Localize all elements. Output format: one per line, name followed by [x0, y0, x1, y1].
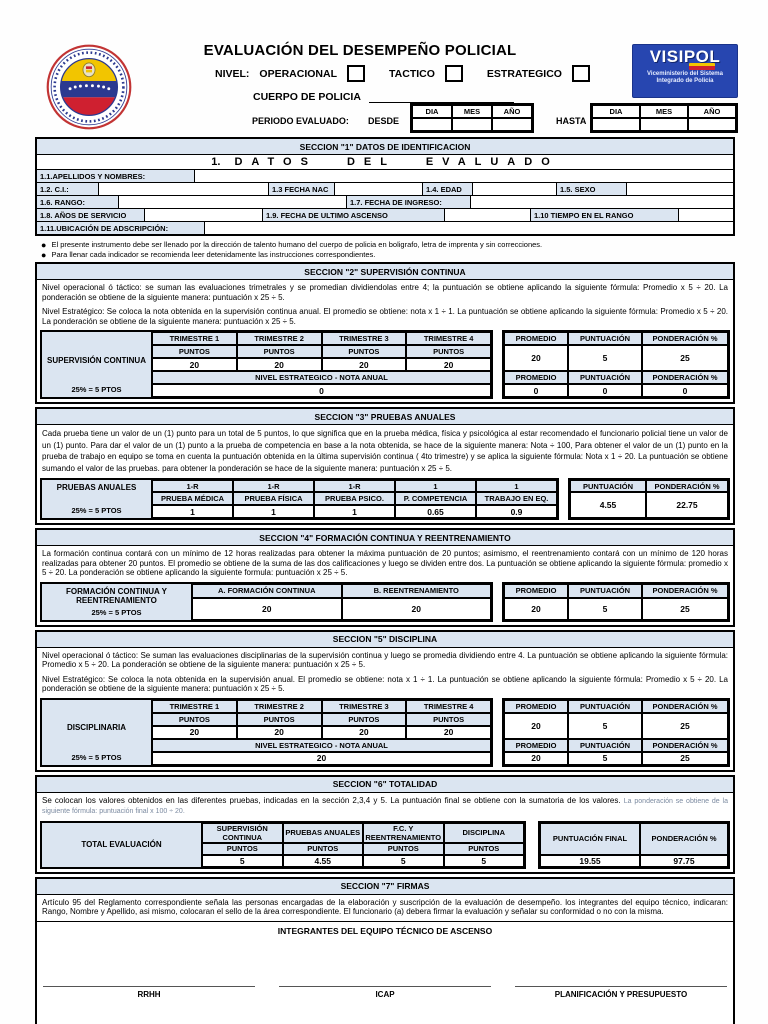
section-4-formacion	[35, 528, 735, 627]
desde-dia-input[interactable]	[412, 118, 452, 131]
form-body	[35, 137, 735, 1024]
result-value: 25	[642, 752, 728, 765]
bullet-icon: ●	[41, 250, 47, 260]
desde-ano-header: AÑO	[492, 105, 532, 118]
prueba-weight-header: 1	[476, 480, 557, 492]
total-value: 5	[363, 855, 444, 867]
formacion-value: 20	[342, 598, 492, 620]
result-header: PUNTUACIÓN	[568, 584, 642, 598]
prueba-value: 1	[314, 505, 395, 518]
result-value: 0	[504, 384, 568, 397]
formacion-label-text: FORMACIÓN CONTINUA Y REENTRENAMIENTO	[66, 586, 167, 605]
trimestre-value: 20	[152, 726, 237, 739]
cuerpo-policia-label: CUERPO DE POLICIA	[253, 91, 361, 103]
prueba-weight-header: 1-R	[233, 480, 314, 492]
field-sexo-input[interactable]	[627, 183, 733, 195]
formacion-table	[40, 582, 730, 622]
visipol-logo	[632, 44, 738, 98]
desde-label: DESDE	[368, 116, 400, 126]
puntos-subheader: PUNTOS	[406, 345, 491, 358]
supervision-results-table	[502, 330, 730, 399]
section-5-header: SECCION "5" DISCIPLINA	[37, 632, 733, 648]
section-2-supervision	[35, 262, 735, 404]
visipol-wordmark: VISIPOL	[649, 47, 721, 66]
nivel-checkbox-operacional[interactable]	[347, 65, 365, 82]
total-row-label	[42, 823, 202, 867]
equipo-tecnico-title: INTEGRANTES DEL EQUIPO TÉCNICO DE ASCENSO	[277, 925, 493, 936]
total-label-text: TOTAL EVALUACIÓN	[81, 840, 162, 849]
desde-dia-header: DIA	[412, 105, 452, 118]
section-5-disciplina	[35, 630, 735, 772]
result-value: 97.75	[640, 855, 728, 867]
result-value: 25	[642, 345, 728, 371]
section-5-paragraph-2: Nivel Estratégico: Se coloca la nota obtenida en la supervisión anual. El promedio se obtiene: nota x 1 ÷ 1. La puntuación se obtiene aplicando la siguiente fórmula: Promedio x 5 ÷ 20. La ponderación se obtiene de la siguiente manera: puntuación x 25 ÷ 5.	[42, 674, 728, 693]
field-apellidos-input[interactable]	[195, 170, 733, 182]
trimestre-header: TRIMESTRE 1	[152, 332, 237, 345]
nota-anual-header: NIVEL ESTRATEGICO - NOTA ANUAL	[152, 739, 491, 752]
field-anos-servicio-input[interactable]	[145, 209, 263, 221]
field-ubicacion-label: 1.11.UBICACIÓN DE ADSCRIPCIÓN:	[37, 222, 205, 234]
section-7-header: SECCION "7" FIRMAS	[37, 879, 733, 895]
formacion-results-table	[502, 582, 730, 622]
prueba-value: 1	[233, 505, 314, 518]
total-col-header: F.C. Y REENTRENAMIENTO	[363, 823, 444, 843]
field-ubicacion-input[interactable]	[205, 222, 733, 234]
result-value: 0	[568, 384, 642, 397]
puntos-subheader: PUNTOS	[406, 713, 491, 726]
field-edad-label: 1.4. EDAD	[423, 183, 473, 195]
prueba-name-header: PRUEBA MÉDICA	[152, 492, 233, 505]
note-item	[41, 250, 733, 260]
field-fechaingreso-label: 1.7. FECHA DE INGRESO:	[347, 196, 471, 208]
date-table-hasta	[590, 103, 738, 133]
result-value: 20	[504, 713, 568, 739]
trimestre-header: TRIMESTRE 2	[237, 700, 322, 713]
trimestre-header: TRIMESTRE 1	[152, 700, 237, 713]
section-6-totalidad	[35, 775, 735, 874]
trimestre-value: 20	[237, 358, 322, 371]
section-1-header: SECCION "1" DATOS DE IDENTIFICACION	[37, 139, 733, 154]
result-value: 5	[568, 713, 642, 739]
result-value: 20	[504, 598, 568, 620]
field-ultimo-ascenso-label: 1.9. FECHA DE ULTIMO ASCENSO	[263, 209, 445, 221]
puntos-subheader: PUNTOS	[322, 345, 407, 358]
puntos-subheader: PUNTOS	[322, 713, 407, 726]
section-2-header: SECCION "2" SUPERVISIÓN CONTINUA	[37, 264, 733, 280]
prueba-name-header: PRUEBA FÍSICA	[233, 492, 314, 505]
firmas-area	[37, 922, 733, 1024]
section-7-paragraph: Artículo 95 del Reglamento correspondiente señala las personas encargadas de la elaboración y suscripción de la evaluación de desempeño. los integrantes del equipo técnico, indicaran: Rango, Nombre y Apellido, asi mismo, colocaran el sello de la área correspondiente. El funcionario (a) debera firmar la evaluación y señalar su conformidad o no con la misma.	[37, 895, 733, 922]
disciplina-row-label	[42, 700, 152, 765]
cuerpo-policia-input-line[interactable]	[369, 92, 514, 103]
hasta-ano-header: AÑO	[688, 105, 736, 118]
result-value: 20	[504, 345, 568, 371]
field-ci-label: 1.2. C.I.:	[37, 183, 99, 195]
pruebas-main-table	[40, 478, 559, 520]
puntos-subheader: PUNTOS	[152, 713, 237, 726]
total-results-table	[538, 821, 730, 869]
section-7-firmas	[35, 877, 735, 1024]
nota-anual-value: 0	[152, 384, 491, 397]
prueba-value: 0.65	[395, 505, 476, 518]
result-header: PONDERACIÓN %	[642, 739, 728, 752]
signature-row	[37, 986, 733, 999]
result-header: PROMEDIO	[504, 332, 568, 345]
field-ci-input[interactable]	[99, 183, 269, 195]
result-value: 4.55	[570, 492, 646, 518]
field-rango-input[interactable]	[119, 196, 347, 208]
nota-anual-value: 20	[152, 752, 491, 765]
pruebas-results-table	[568, 478, 730, 520]
puntos-subheader: PUNTOS	[152, 345, 237, 358]
trimestre-header: TRIMESTRE 3	[322, 700, 407, 713]
result-header: PUNTUACIÓN	[568, 371, 642, 384]
prueba-name-header: TRABAJO EN EQ.	[476, 492, 557, 505]
field-ultimo-ascenso-input[interactable]	[445, 209, 531, 221]
pruebas-row-label	[42, 480, 152, 518]
nivel-row	[215, 65, 590, 82]
field-apellidos-label: 1.1.APELLIDOS Y NOMBRES:	[37, 170, 195, 182]
disciplina-pts-text: 25% = 5 PTOS	[71, 752, 122, 762]
puntos-subheader: PUNTOS	[444, 843, 525, 855]
hasta-mes-header: MES	[640, 105, 688, 118]
result-value: 0	[642, 384, 728, 397]
desde-ano-input[interactable]	[492, 118, 532, 131]
result-header: PONDERACIÓN %	[642, 332, 728, 345]
page-title: EVALUACIÓN DEL DESEMPEÑO POLICIAL	[203, 42, 517, 59]
prueba-weight-header: 1-R	[152, 480, 233, 492]
field-sexo-label: 1.5. SEXO	[557, 183, 627, 195]
result-header: PROMEDIO	[504, 700, 568, 713]
field-tiempo-rango-label: 1.10 TIEMPO EN EL RANGO	[531, 209, 679, 221]
result-header: PONDERACIÓN %	[646, 480, 728, 492]
section-1-identificacion	[35, 137, 735, 236]
result-value: 22.75	[646, 492, 728, 518]
formacion-row-label	[42, 584, 192, 620]
result-header: PROMEDIO	[504, 584, 568, 598]
section-6-header: SECCION "6" TOTALIDAD	[37, 777, 733, 793]
supervision-table	[40, 330, 730, 399]
puntos-subheader: PUNTOS	[363, 843, 444, 855]
field-rango-label: 1.6. RANGO:	[37, 196, 119, 208]
field-edad-input[interactable]	[473, 183, 557, 195]
disciplina-results-table	[502, 698, 730, 767]
hasta-label: HASTA	[556, 116, 587, 126]
section-3-paragraph: Cada prueba tiene un valor de un (1) punto para un total de 5 puntos, lo que significa que en la prueba médica, física y psicológica al estar recomendado el funcionario policial tiene un valor de un (1) punto. Para dar el valor de un (1) punto a la prueba de competencia en base a la nota obtenida, se hace de la siguiente manera: Nota ÷ 100, Para obtener el valor de un (1) punto en la prueba de trabajo en equipo se toma en cuenta la puntuación obtenida en la última supervisión continua ( 4to trimestre) y se aplica la siguiente fórmula: Nota x 1 ÷ 20. La puntuación se obtiene sumando el valor de las pruebas. para obtener la ponderación se hace de la siguiente manera: puntuación x 25 ÷ 5.	[42, 429, 728, 473]
field-anos-servicio-label: 1.8. AÑOS DE SERVICIO	[37, 209, 145, 221]
field-fechanac-label: 1.3 FECHA NAC	[269, 183, 335, 195]
section-6-paragraph	[37, 793, 733, 819]
section-3-pruebas	[35, 407, 735, 525]
section-6-paragraph-small: La ponderación se obtiene de la siguiente fórmula: puntuación final x 100 ÷ 20.	[42, 797, 728, 815]
total-main-table	[40, 821, 526, 869]
trimestre-value: 20	[152, 358, 237, 371]
puntos-subheader: PUNTOS	[202, 843, 283, 855]
disciplina-label-text: DISCIPLINARIA	[66, 723, 127, 732]
signature-block-planificacion	[515, 986, 727, 999]
formacion-col-header: B. REENTRENAMIENTO	[342, 584, 492, 598]
signature-label: RRHH	[137, 989, 161, 999]
trimestre-value: 20	[237, 726, 322, 739]
formacion-main-table	[40, 582, 493, 622]
total-value: 5	[444, 855, 525, 867]
section-2-paragraph-2: Nivel Estratégico: Se coloca la nota obtenida en la supervisión continua anual. El promedio se obtiene: nota x 1 ÷ 1. La puntuación se obtiene aplicando la siguiente fórmula: Promedio x 5 ÷ 20. La ponderación se obtiene de la siguiente manera: puntuación x 25 ÷ 5.	[42, 307, 728, 326]
result-header: PROMEDIO	[504, 371, 568, 384]
trimestre-header: TRIMESTRE 2	[237, 332, 322, 345]
section-4-header: SECCION "4" FORMACIÓN CONTINUA Y REENTRENAMIENTO	[37, 530, 733, 546]
disciplina-table	[40, 698, 730, 767]
result-value: 5	[568, 752, 642, 765]
trimestre-value: 20	[322, 358, 407, 371]
supervision-main-table	[40, 330, 493, 399]
formacion-pts-text: 25% = 5 PTOS	[91, 607, 142, 617]
nivel-checkbox-tactico[interactable]	[445, 65, 463, 82]
total-value: 4.55	[283, 855, 364, 867]
periodo-evaluado-label: PERIODO EVALUADO:	[252, 116, 349, 126]
hasta-dia-header: DIA	[592, 105, 640, 118]
result-header: PROMEDIO	[504, 739, 568, 752]
note-item	[41, 240, 733, 250]
result-value: 25	[642, 713, 728, 739]
desde-mes-input[interactable]	[452, 118, 492, 131]
puntos-subheader: PUNTOS	[283, 843, 364, 855]
result-header: PONDERACIÓN %	[642, 700, 728, 713]
signature-block-icap	[279, 986, 491, 999]
section-6-paragraph-main: Se colocan los valores obtenidos en las diferentes pruebas, indicadas en la sección 2,3,4 y 5. La puntuación final se obtiene con la sumatoria de los valores.	[42, 795, 621, 805]
result-value: 19.55	[540, 855, 640, 867]
field-fechanac-input[interactable]	[335, 183, 423, 195]
trimestre-header: TRIMESTRE 3	[322, 332, 407, 345]
visipol-subtitle-line1: Viceministerio del Sistema	[647, 71, 723, 77]
total-col-header: DISCIPLINA	[444, 823, 525, 843]
trimestre-header: TRIMESTRE 4	[406, 700, 491, 713]
nota-anual-header: NIVEL ESTRATEGICO - NOTA ANUAL	[152, 371, 491, 384]
supervision-pts-text: 25% = 5 PTOS	[71, 385, 122, 394]
nivel-checkbox-estrategico[interactable]	[572, 65, 590, 82]
formacion-col-header: A. FORMACIÓN CONTINUA	[192, 584, 342, 598]
prueba-weight-header: 1	[395, 480, 476, 492]
pruebas-pts-text: 25% = 5 PTOS	[71, 506, 122, 515]
note-text: Para llenar cada indicador se recomienda leer detenidamente las instrucciones correspondientes.	[51, 250, 376, 259]
prueba-weight-header: 1-R	[314, 480, 395, 492]
supervision-row-label	[42, 332, 152, 397]
total-value: 5	[202, 855, 283, 867]
result-header: PUNTUACIÓN	[568, 739, 642, 752]
result-value: 5	[568, 345, 642, 371]
pruebas-label-text: PRUEBAS ANUALES	[56, 483, 137, 492]
pruebas-table	[40, 478, 730, 520]
prueba-name-header: PRUEBA PSICO.	[314, 492, 395, 505]
result-value: 25	[642, 598, 728, 620]
result-header: PONDERACIÓN %	[642, 371, 728, 384]
date-table-desde	[410, 103, 534, 133]
bullet-icon: ●	[41, 240, 47, 250]
supervision-label-text: SUPERVISIÓN CONTINUA	[47, 355, 146, 365]
prueba-value: 0.9	[476, 505, 557, 518]
total-col-header: PRUEBAS ANUALES	[283, 823, 364, 843]
section-1-title-row	[37, 154, 733, 169]
section-4-paragraph: La formación continua contará con un mínimo de 12 horas realizadas para obtener la máxima puntuación de 20 puntos; asimismo, el reentrenamiento contará con un mínimo de 120 horas realizadas para obtener 20 puntos. El promedio se obtiene de la suma de las dos calificaciones y luego se dividen entre dos. La puntuación se obtiene aplicando la siguiente fórmula: promedio x 5 ÷ 20. La ponderación se obtiene aplicando la siguiente formula: puntuación x 25 ÷ 5.	[42, 549, 728, 577]
signature-label: ICAP	[375, 989, 395, 999]
desde-mes-header: MES	[452, 105, 492, 118]
total-table	[40, 821, 730, 869]
section-5-paragraph-1: Nivel operacional ó táctico: Se suman las evaluaciones disciplinarias de la supervisión continua y luego se promedia dividiendo entre 4. La puntuación se obtiene aplicando la siguiente fórmula: Promedio x 5 ÷ 20. La ponderación se obtiene de la siguiente manera: puntuación x 25 ÷ 5.	[42, 650, 728, 669]
field-fechaingreso-input[interactable]	[471, 196, 733, 208]
field-tiempo-rango-input[interactable]	[679, 209, 733, 221]
section-1-number: 1.	[211, 156, 221, 168]
prueba-value: 1	[152, 505, 233, 518]
trimestre-value: 20	[322, 726, 407, 739]
result-header: PONDERACIÓN %	[640, 823, 728, 855]
result-header: PUNTUACIÓN	[568, 700, 642, 713]
formacion-value: 20	[192, 598, 342, 620]
signature-block-rrhh	[43, 986, 255, 999]
hasta-dia-input[interactable]	[592, 118, 640, 131]
nivel-option-operacional-label: OPERACIONAL	[259, 67, 338, 80]
result-header: PUNTUACIÓN FINAL	[540, 823, 640, 855]
hasta-ano-input[interactable]	[688, 118, 736, 131]
puntos-subheader: PUNTOS	[237, 345, 322, 358]
result-header: PUNTUACIÓN	[570, 480, 646, 492]
nivel-option-estrategico-label: ESTRATEGICO	[486, 67, 562, 80]
instruction-notes	[35, 239, 735, 262]
nivel-option-tactico-label: TACTICO	[389, 67, 435, 80]
puntos-subheader: PUNTOS	[237, 713, 322, 726]
nivel-label: NIVEL:	[215, 67, 250, 80]
disciplina-main-table	[40, 698, 493, 767]
section-3-header: SECCION "3" PRUEBAS ANUALES	[37, 409, 733, 425]
total-col-header: SUPERVISIÓN CONTINUA	[202, 823, 283, 843]
prueba-name-header: P. COMPETENCIA	[395, 492, 476, 505]
ministry-seal-icon	[46, 44, 132, 130]
result-header: PUNTUACIÓN	[568, 332, 642, 345]
visipol-subtitle-line2: Integrado de Policía	[656, 78, 714, 84]
result-header: PONDERACIÓN %	[642, 584, 728, 598]
hasta-mes-input[interactable]	[640, 118, 688, 131]
note-text: El presente instrumento debe ser llenado por la dirección de talento humano del cuerpo de policia en boligrafo, letra de imprenta y sin correcciones.	[51, 240, 543, 249]
trimestre-value: 20	[406, 358, 491, 371]
result-value: 20	[504, 752, 568, 765]
trimestre-value: 20	[406, 726, 491, 739]
trimestre-header: TRIMESTRE 4	[406, 332, 491, 345]
section-1-title: DATOS DEL EVALUADO	[234, 156, 559, 168]
result-value: 5	[568, 598, 642, 620]
cuerpo-policia-row	[253, 91, 514, 103]
section-2-paragraph-1: Nivel operacional ó táctico: se suman las evaluaciones trimetrales y se promedian dividiendolas entre 4; la puntuación se obtiene aplicando la siguiente fórmula: Promedio x 5 ÷ 20. La ponderación se obtiene de la siguiente manera: puntuación x 25 ÷ 5.	[42, 283, 728, 302]
signature-label: PLANIFICACIÓN Y PRESUPUESTO	[554, 989, 688, 999]
